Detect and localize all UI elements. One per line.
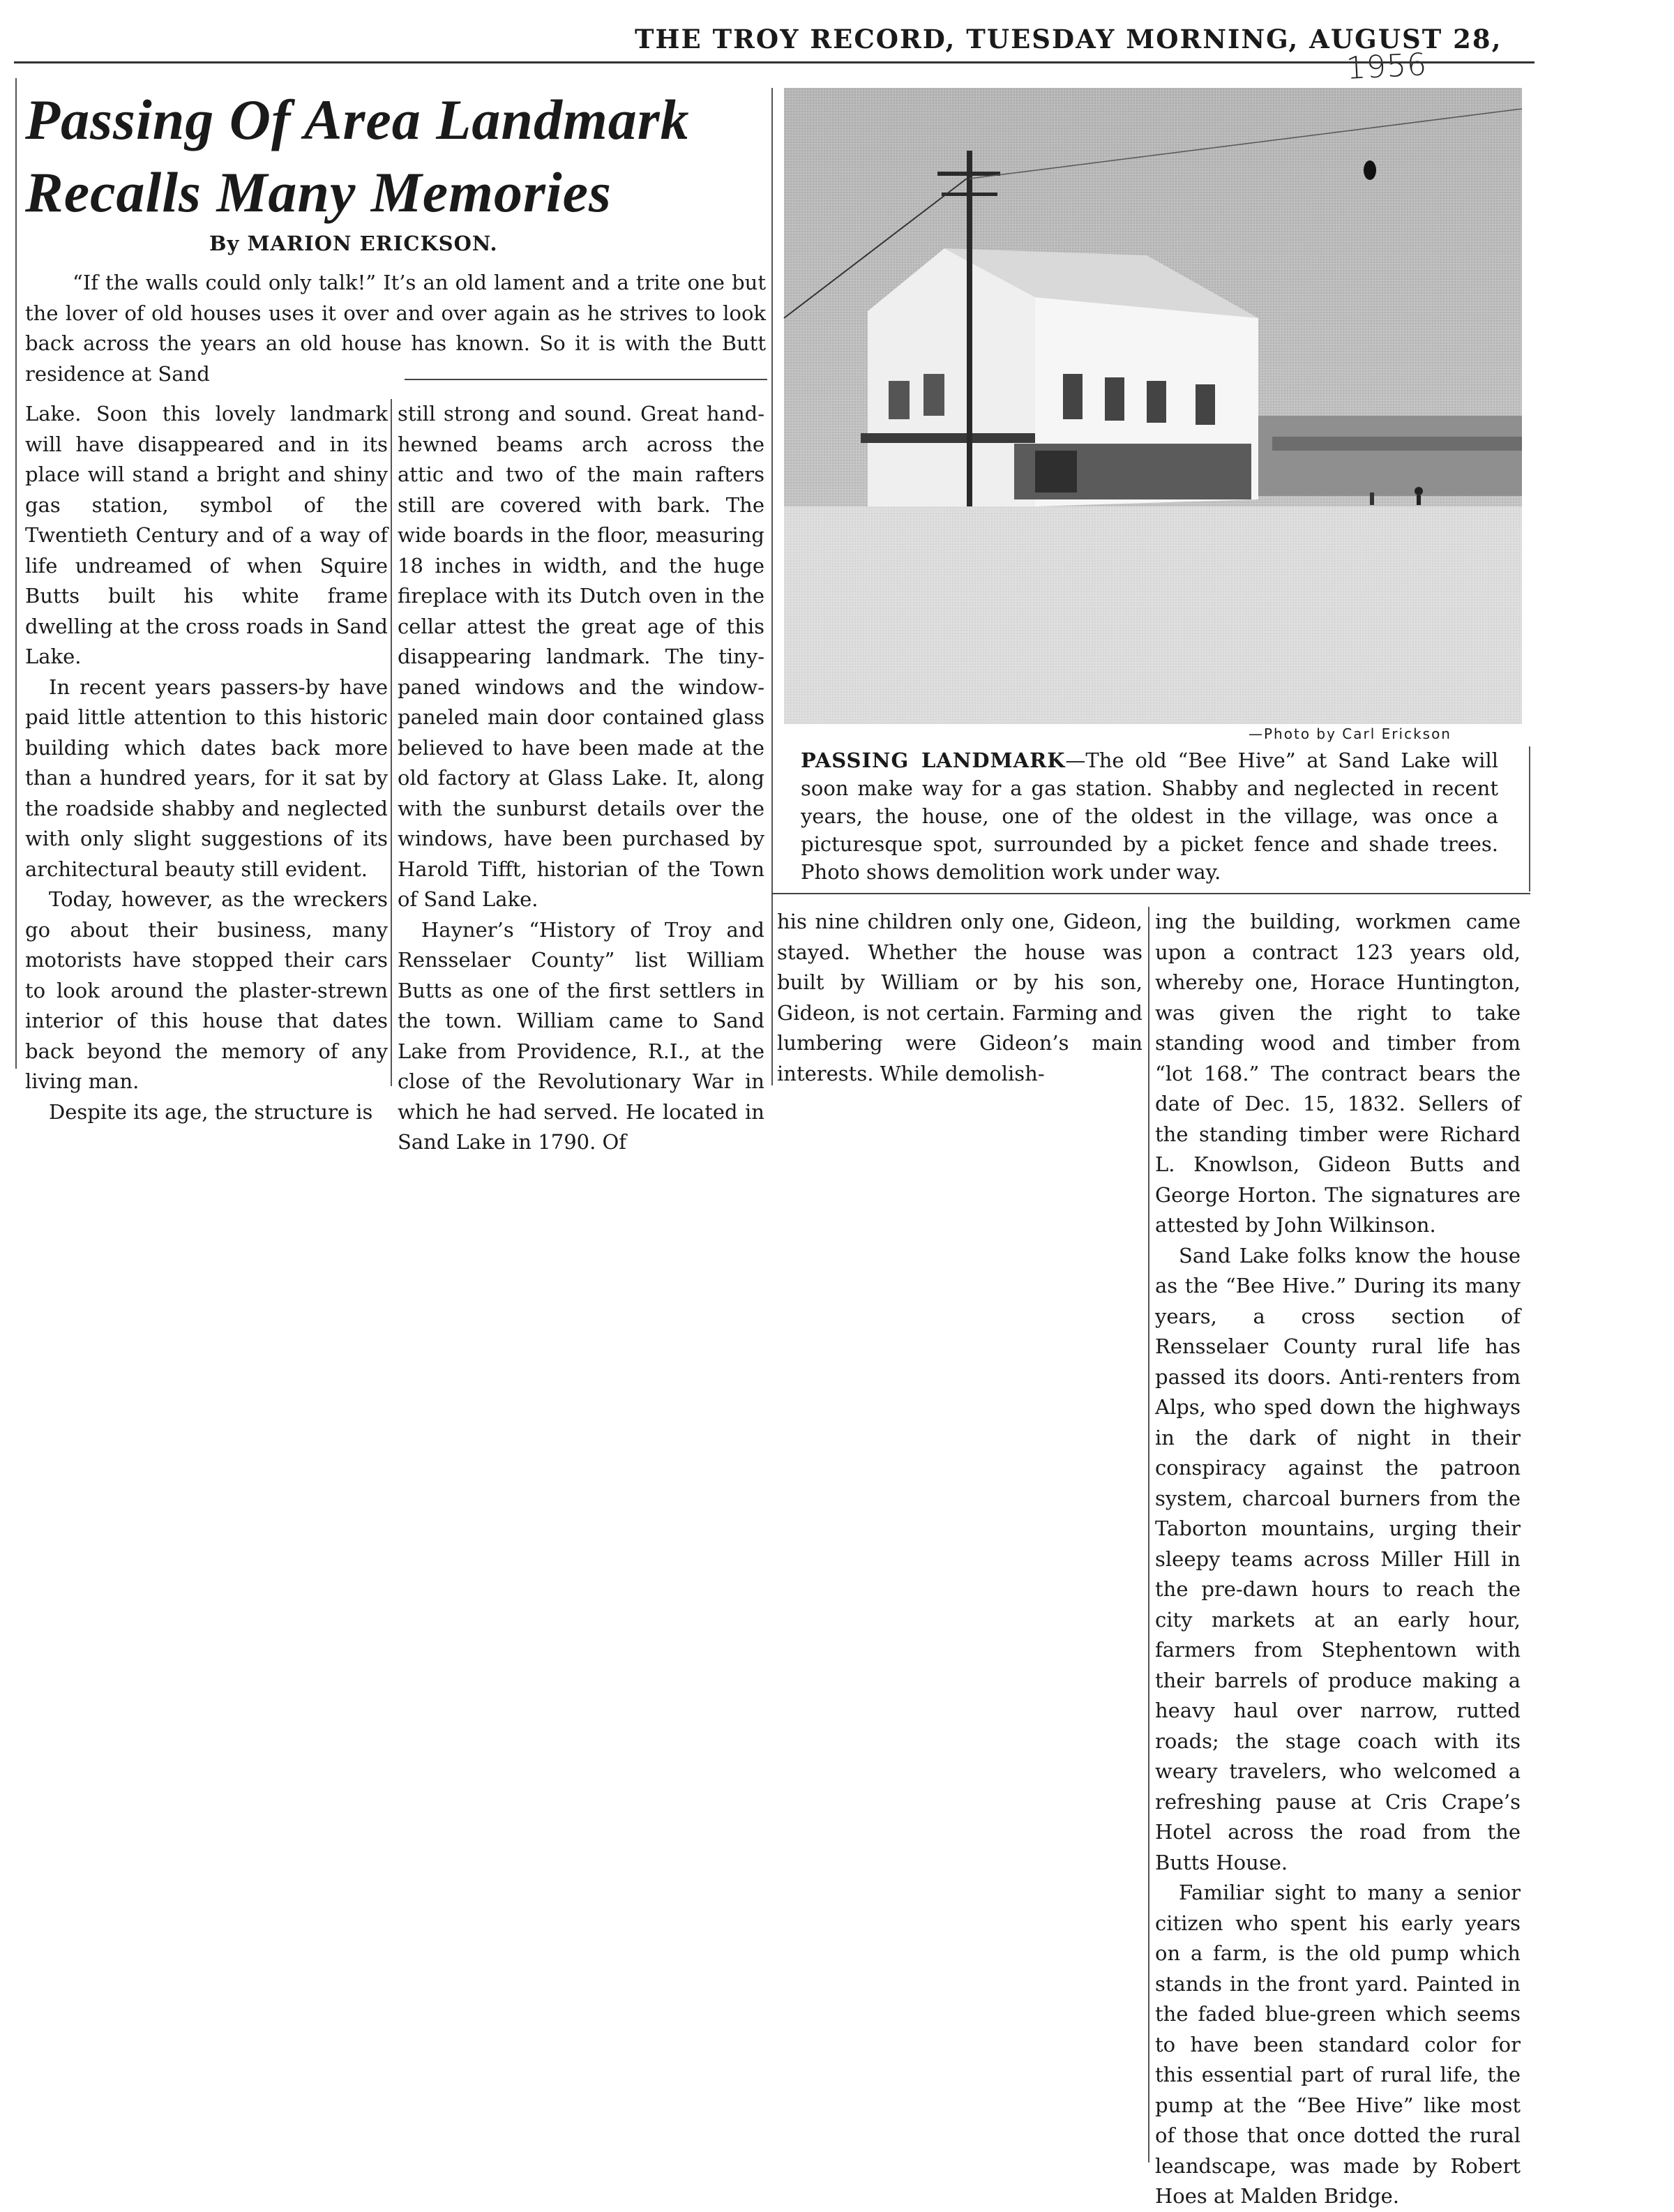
column-4 bbox=[1155, 907, 1521, 2208]
column-1-paragraph: Lake. Soon this lovely landmark will have disappeared and in its place will stand a bright and shiny gas station, symbol of the Twentieth Century and of a way of life undreamed of when Squire Butts built his white frame dwelling at the cross roads in Sand Lake. bbox=[25, 402, 388, 668]
caption-right-border bbox=[1529, 746, 1530, 891]
column-1-paragraph: In recent years passers-by have paid little attention to this historic building which dates back more than a hundred years, for it sat by the roadside shabby and neglected with only slight suggestions of its architectural beauty still evident. bbox=[25, 675, 388, 881]
column-divider-1 bbox=[391, 399, 392, 1086]
photo-credit: —Photo by Carl Erickson bbox=[1249, 725, 1451, 742]
column-4-paragraph: ing the building, workmen came upon a contract 123 years old, whereby one, Horace Huntington, was given the right to take standing wood and timber from “lot 168.” The contract bears the date of Dec. 15, 1832. Sellers of the standing timber were Richard L. Knowlson, Gideon Butts and George Horton. The signatures are attested by John Wilkinson. bbox=[1155, 910, 1521, 1237]
caption-rule bbox=[771, 893, 1530, 894]
lead-paragraph-text: “If the walls could only talk!” It’s an old lament and a trite one but the lover of old houses uses it over and over again as he strives to look back across the years an old house has known. So it is with the Butt residence at Sand bbox=[25, 271, 766, 386]
masthead: THE TROY RECORD, TUESDAY MORNING, AUGUST 28, bbox=[635, 24, 1502, 54]
column-1-paragraph: Today, however, as the wreckers go about their business, many motorists have stopped their cars to look around the plaster-strewn interior of this house that dates back beyond the memory of any living man. bbox=[25, 887, 388, 1093]
headline-line-1: Passing Of Area Landmark bbox=[25, 88, 690, 151]
column-3-paragraph: his nine children only one, Gideon, stayed. Whether the house was built by William or by his son, Gideon, is not certain. Farming and lumbering were Gideon’s main interests. While demolish- bbox=[777, 910, 1143, 1085]
column-2-paragraph: still strong and sound. Great hand-hewned beams arch across the attic and two of the main rafters still are covered with bark. The wide boards in the floor, measuring 18 inches in width, and the huge fireplace with its Dutch oven in the cellar attest the great age of this disappearing landmark. The tiny-paned windows and the window-paneled main door contained glass believed to have been made at the old factory at Glass Lake. It, along with the sunburst details over the windows, have been purchased by Harold Tifft, historian of the Town of Sand Lake. bbox=[398, 402, 764, 911]
masthead-rule bbox=[14, 61, 1534, 63]
caption-text: —The old “Bee Hive” at Sand Lake will soon make way for a gas station. Shabby and neglected in recent years, the house, one of the oldest in the village, was once a picturesque spot, surrounded by a picket fence and shade trees. Photo shows demolition work under way. bbox=[801, 748, 1498, 884]
article-left-border bbox=[15, 78, 17, 1069]
handwritten-year: 1956 bbox=[1345, 46, 1428, 87]
column-4-paragraph: Sand Lake folks know the house as the “Bee Hive.” During its many years, a cross section of Rensselaer County rural life has passed its doors. Anti-renters from Alps, who sped down the highways in the dark of night in their conspiracy against the patroon system, charcoal burners from the Taborton mountains, urging their sleepy teams across Miller Hill in the pre-dawn hours to reach the city markets at an early hour, farmers from Stephentown with their barrels of produce making a heavy haul over narrow, rutted roads; the stage coach with its weary travelers, who welcomed a refreshing pause at Cris Crape’s Hotel across the road from the Butts House. bbox=[1155, 1243, 1521, 1874]
column-4-paragraph: Familiar sight to many a senior citizen who spent his early years on a farm, is the old pump which stands in the front yard. Painted in the faded blue-green which seems to have been standard color for this essential part of rural life, the pump at the “Bee Hive” like most of those that once dotted the rural leandscape, was made by Robert Hoes at Malden Bridge. bbox=[1155, 1881, 1521, 2208]
column-2-paragraph: Hayner’s “History of Troy and Rensselaer County” list William Butts as one of the first settlers in the town. William came to Sand Lake from Providence, R.I., at the close of the Revolutionary War in which he had served. He located in Sand Lake in 1790. Of bbox=[398, 917, 764, 1154]
bee-hive-house-photo bbox=[784, 88, 1522, 724]
column-1-paragraph: Despite its age, the structure is bbox=[49, 1099, 373, 1124]
headline-line-2: Recalls Many Memories bbox=[25, 160, 612, 224]
column-1 bbox=[25, 399, 388, 1124]
headline bbox=[25, 84, 764, 229]
column-2 bbox=[398, 399, 764, 1154]
landmark-photo bbox=[784, 88, 1522, 724]
column-divider-2 bbox=[771, 88, 773, 1085]
lead-rule bbox=[405, 379, 767, 380]
caption-lead: PASSING LANDMARK bbox=[801, 748, 1066, 772]
photo-caption bbox=[801, 746, 1498, 886]
byline: By MARION ERICKSON. bbox=[209, 232, 498, 255]
lead-paragraph bbox=[25, 268, 766, 389]
column-divider-3 bbox=[1148, 907, 1149, 2162]
column-3 bbox=[777, 907, 1143, 1088]
